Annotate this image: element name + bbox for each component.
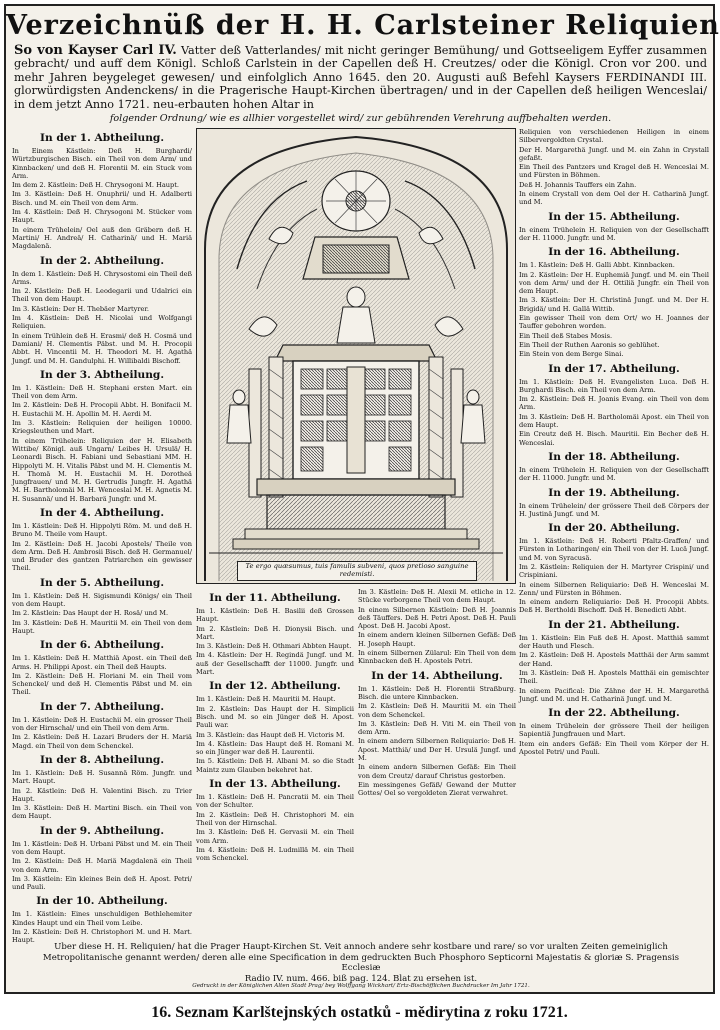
intro-subline: folgender Ordnung/ wie es allhier vorgestellet wird/ zur gebührenden Verehrung auffbehalten werden. [109,113,612,125]
section-heading: In der 7. Abtheilung. [39,700,165,713]
relic-entry: Im 3. Kästlein: Ein kleines Bein deß H. Apost. Petri/ und Pauli. [12,874,192,892]
section-heading: In der 10. Abtheilung. [36,895,168,908]
relic-entry: Ein Stein von dem Berge Sinai. [519,350,624,359]
relic-entry: In einem Trühelein H. Reliquien von der Gesellschafft der H. 11000. Jungfr. und M. [519,465,709,483]
relic-entry: Im 4. Kästlein: Deß H. Chrysogoni M. Stücker vom Haupt. [12,208,192,225]
relic-entry: Im 3. Kästlein: Der H. Christinä Jungf. und M. Der H. Brigidä/ und H. Gallä Wittib. [519,296,709,313]
relic-entry: Im 3. Kästlein: Deß H. Viti M. ein Theil von dem Arm. [358,719,516,737]
figure-caption: 16. Seznam Karlštejnských ostatků - mědirytina z roku 1721. [151,1004,568,1021]
intro-lead: So von Kayser Carl IV. [14,43,177,58]
relic-entry: Im 2. Kästlein: Das Haupt der H. Simplicii Bisch. und M. so ein Jünger deß H. Apost. Pauli war. [196,704,354,730]
relic-entry: Im 1. Kästlein: Deß H. Florentii Straßburg. Bisch. die untere Kinnbacken. [358,684,516,701]
relic-entry: Im 3. Kästlein: Deß H. Onuphrii/ und H. Adalberti Bisch. und M. ein Theil von dem Arm. [12,190,192,207]
section-heading: In der 9. Abtheilung. [39,824,165,837]
relic-entry: Im dem 2. Kästlein: Deß H. Chrysogoni M. Haupt. [12,181,180,190]
relic-entry: Ein Theil des Pantzers und Kragel deß H. Wenceslai M. und Fürsten in Böhmen. [519,163,709,180]
section-heading: In der 2. Abtheilung. [39,254,165,267]
relic-entry: Im 2. Kästlein: Der H. Euphemiä Jungf. und M. ein Theil von dem Arm/ und der H. Ottiliä Jungfr. ein Theil von dem Haupt. [519,270,709,296]
relic-entry: Im 2. Kästlein: Deß H. Mariä Magdalenä ein Theil von dem Arm. [12,857,192,874]
relic-entry: In einem andern kleinen Silbernen Gefäß: Deß H. Joseph Haupt. [358,631,516,648]
relic-entry: Im 1. Kästlein: Deß H. Susannä Röm. Jungfr. und Mart. Haupt. [12,768,192,786]
relic-entry: Im 3. Kästlein: Deß H. Mauritii M. ein Theil von dem Haupt. [12,618,192,635]
relic-entry: Im 2. Kästlein: Reliquien der H. Martyrer Crispini/ und Crispiniani. [519,562,709,580]
section-heading: In der 8. Abtheilung. [39,753,165,766]
relic-entry: Im 1. Kästlein: Deß H. Eustachii M. ein grosser Theil von der Hirnschal/ und ein Theil von dem Arm. [12,715,192,733]
relic-entry: In einem Trühelein/ der grössere Theil deß Cörpers der H. Justinä Jungf. und M. [519,501,709,518]
relic-entry: Im 3. Kästlein: Deß H. Bartholomäi Apost. ein Theil von dem Haupt. [519,412,709,430]
relic-entry: In einem Trühelein der grössere Theil der heiligen Sapientiä Jungfrauen und Mart. [519,722,709,739]
section-heading: In der 12. Abtheilung. [209,680,341,693]
relic-entry: Im 3. Kästlein: Deß H. Othmari Abbten Haupt. [196,642,352,651]
relic-entry: Ein messingenes Gefäß/ Gewand der Mutter Gottes/ Oel so vergoldeten Zierat verwahret. [358,780,516,798]
section-heading: In der 14. Abtheilung. [371,669,503,682]
relic-entry: In einem Pacifical: Die Zähne der H. H. Margarethä Jungf. und M. und H. Catharinä Jungf. und M. [519,686,709,703]
printer-imprint: Gedruckt in der Königlichen Alten Stadt Prag/ bey Wolffgang Wickhart/ Ertz-Bischöfflichen Buchdrucker Im Jahr 1721. [192,983,530,989]
left-column [12,128,192,945]
section-heading: In der 20. Abtheilung. [548,522,680,535]
relic-entry: Im 1. Kästlein: Deß H. Urbani Päbst und M. ein Theil von dem Haupt. [12,839,192,856]
relic-entry: Im 4. Kästlein: Deß H. Nicolai und Wolfgangi Reliquien. [12,314,192,331]
footer-text: Uber diese H. H. Reliquien/ hat die Prager Haupt-Kirchen St. Veit annoch andere sehr kostbare und rare/ so vor uralten Zeiten gemeiniglich Metropolitanische genannt werden/ deren alle eine Specification in dem gedruckten Buch Phosphoro Septicorni Majestatis & gloriæ S. Pragensis Ecclesiæ [42,942,680,973]
relic-entry: Ein gewisser Theil von dem Ort/ wo H. Joannes der Tauffer gebohren worden. [519,314,709,331]
intro-paragraph [14,44,707,128]
relic-entry: Im 2. Kästlein: Deß H. Jacobi Apostels/ Theile von dem Arm. Deß H. Ambrosii Bisch. deß H. Germanuel/ und Bruder des gantzen Patriarchen ein gewisser Theil. [12,539,192,573]
relic-entry: Im 3. Kästlein: Reliquien der heiligen 10000. Kriegsleuthen und Mart. [12,419,192,436]
relic-entry: In einem Silbernen Kästlein: Deß H. Joannis deß Täuffers. Deß H. Petri Apost. Deß H. Pauli Apost. Deß H. Jacobi Apost. [358,605,516,631]
intro-text: Vatter deß Vatterlandes/ mit nicht geringer Bemühung/ und Gottseeligem Eyffer zusammen gebracht/ und auff dem Königl. Schloß Carlstein in der Capellen deß H. Creutzes/ oder die Königl. Cron vor 200. und mehr Jahren beygeleget gewesen/ und einfolglich Anno 1645. den 20. Augusti auß Befehl Kaysers FERDINANDI III. glorwürdigsten Andenckens/ in die Pragerische Haupt-Kirchen übertragen/ und in der Capellen deß heiligen Wenceslai/ in dem jetzt Anno 1721. neu-erbauten hohen Altar in [14,44,708,111]
relic-entry: Im 4. Kästlein: Der H. Regindä Jungf. und M. auß der Gesellschafft der 11000. Jungfr. und Mart. [196,651,354,677]
relic-entry: In einem Silbernen Zülarul: Ein Theil von dem Kinnbacken deß H. Apostels Petri. [358,649,516,666]
relic-entry: Im 1. Kästlein: Ein Fuß deß H. Apost. Matthiä sammt der Hauth und Flesch. [519,633,709,651]
section-heading: In der 18. Abtheilung. [548,450,680,463]
section-heading: In der 19. Abtheilung. [548,486,680,499]
altar-illustration [197,129,515,583]
relic-entry: In einem Trühelein/ Oel auß den Gräbern deß H. Martini/ H. Andreä/ H. Catharinä/ und H. Mariä Magdalenä. [12,225,192,251]
relic-entry: Der H. Margarethä Jungf. und M. ein Zahn in Crystall gefaßt. [519,145,709,162]
relic-entry: Im 2. Kästlein: Deß H. Mauritii M. ein Theil von dem Schenckel. [358,702,516,719]
relic-entry: Im 2. Kästlein: Deß H. Christophori M. und H. Mart. Haupt. [12,928,192,945]
relic-entry: In einem Silbernen Reliquiario: Deß H. Wenceslai M. Zenn/ und Fürsten in Böhmen. [519,580,709,597]
section-heading: In der 16. Abtheilung. [548,246,680,259]
relic-entry: In einem andern Silbernen Gefäß: Ein Theil von dem Creutz/ darauf Christus gestorben. [358,763,516,780]
relic-entry: Im 1. Kästlein: Deß H. Basilii deß Grossen Haupt. [196,607,354,624]
relic-entry: In einem Crystall von dem Oel der H. Catharinä Jungf. und M. [519,190,709,207]
relic-entry: Im 2. Kästlein: Deß H. Joanis Evang. ein Theil von dem Arm. [519,395,709,412]
relic-entry: Im 1. Kästlein: Deß H. Mauritii M. Haupt. [196,695,336,704]
relic-entry: Im 2. Kästlein: Deß H. Valentini Bisch. zu Trier Haupt. [12,786,192,803]
relic-entry: Im 2. Kästlein: Deß H. Christophori M. ein Theil von der Hirnschal. [196,810,354,827]
relic-entry: Im 1. Kästlein: Deß H. Evangelisten Luca. Deß H. Burghardi Bisch. ein Theil von dem Arm. [519,377,709,394]
relic-entry: Im 2. Kästlein: Deß H. Procopii Abbt. H. Bonifacii M. H. Eustachii M. H. Apollin M. H. Aerdi M. [12,401,192,418]
footer-reference: Radio IV. num. 466. biß pag. 124. Blat zu ersehen ist. [244,973,478,984]
relic-entry: Im 1. Kästlein: Deß H. Matthiä Apost. ein Theil deß Arms. H. Philippi Apost. ein Theil deß Haupts. [12,654,192,671]
section-heading: In der 13. Abtheilung. [209,778,341,791]
relic-entry: Ein Creutz deß H. Bisch. Mauritii. Ein Becher deß H. Wenceslai. [519,430,709,447]
relic-entry: Ein Theil der Ruthen Aaronis so geblühet. [519,340,660,349]
relic-entry: Im 2. Kästlein: Deß H. Leodegarii und Udalrici ein Theil von dem Haupt. [12,287,192,304]
relic-entry: In einem andern Silbernen Reliquiario: Deß H. Apost. Matthiä/ und Der H. Ursulä Jungf. und M. [358,737,516,763]
section-heading: In der 15. Abtheilung. [548,210,680,223]
relic-entry: Im 3. Kästlein: Der H. Thebäer Martyrer. [12,304,149,313]
footer-note [26,942,696,984]
engraving-inscription: Te ergo quæsumus, tuis famulis subveni, quos pretioso sanguine redemisti. [237,561,477,581]
relic-entry: In Einem Kästlein: Deß H. Burghardi/ Würtzburgischen Bisch. ein Theil von dem Arm/ und Kinnbacken/ und deß H. Florentii M. ein Stuck vom Arm. [12,147,192,180]
relic-entry: Im 2. Kästlein: Das Haupt der H. Rosä/ und M. [12,609,169,618]
section-heading: In der 1. Abtheilung. [39,132,165,144]
section-heading: In der 11. Abtheilung. [209,592,341,604]
relic-entry: In einem Trühelein H. Reliquien von der Gesellschafft der H. 11000. Jungfr. und M. [519,225,709,242]
relic-entry: Deß H. Johannis Tauffers ein Zahn. [519,180,637,189]
document-title: Verzeichnüß der H. H. Carlsteiner Reliquien [6,10,720,41]
section-heading: In der 6. Abtheilung. [39,639,165,652]
section-heading: In der 5. Abtheilung. [39,576,165,589]
relic-entry: Im 5. Kästlein: Deß H. Albani M. so die Stadt Maintz zum Glauben bekehret hat. [196,757,354,774]
bottom-middle-column [196,588,354,940]
relic-entry: Im 4. Kästlein: Das Haupt deß H. Romani M. so ein Jünger war deß H. Laurentii. [196,739,354,757]
relic-entry: Im 1. Kästlein: Eines unschuldigen Bethlehemiter Kindes Haupt und ein Theil vom Leibe. [12,910,192,927]
relic-entry: Im 3. Kästlein: Deß H. Alexii M. etliche in 12. Stücke verborgene Theil von dem Haupt. [358,588,516,605]
relic-entry: Ein Theil deß Stabes Mosis. [519,331,613,340]
relic-entry: Im 3. Kästlein: das Haupt deß H. Victoris M. [196,730,345,739]
right-column [519,128,709,940]
relic-entry: Im 1. Kästlein: Deß H. Pancratii M. ein Theil von der Schulter. [196,793,354,810]
relic-entry: In einem andern Reliquiario: Deß H. Procopii Abbts. Deß H. Bertholdi Bischoff. Deß H. Benedicti Abbt. [519,598,709,615]
section-heading: In der 3. Abtheilung. [39,368,165,381]
relic-entry: Im 1. Kästlein: Deß H. Galli Abbt. Kinnbacken. [519,261,675,270]
relic-entry: Im 1. Kästlein: Deß H. Sigismundi Königs/ ein Theil von dem Haupt. [12,591,192,609]
relic-entry: Item ein anders Gefäß: Ein Theil vom Körper der H. Apostel Petri/ und Pauli. [519,739,709,757]
relic-entry: Im 1. Kästlein: Deß H. Hippolyti Röm. M. und deß H. Bruno M. Theile vom Haupt. [12,521,192,539]
relic-entry: Im 4. Kästlein: Deß H. Ludmillä M. ein Theil vom Schenckel. [196,845,354,863]
relic-entry: Im 1. Kästlein: Deß H. Roberti Pfaltz-Graffen/ und Fürsten in Lotharingen/ ein Theil von der H. Lucä Jungf. und M. von Syracusä. [519,537,709,562]
section-heading: In der 17. Abtheilung. [548,362,680,375]
relic-entry: Im 3. Kästlein: Deß H. Apostels Matthäi ein gemischter Theil. [519,668,709,686]
altar-engraving [196,128,516,584]
relic-entry: Im 3. Kästlein: Deß H. Gervasii M. ein Theil vom Arm. [196,828,354,845]
relic-entry: Im 2. Kästlein: Deß H. Apostels Matthäi der Arm sammt der Hand. [519,651,709,668]
relic-entry: In einem Trühlein deß H. Erasmi/ deß H. Cosmä und Damiani/ H. Clementis Päbst. und M. H. Procopii Abbt. H. Vincentii M. H. Theodori M. H. Agathä Jungf. und M. H. Gandulphi. H. Willibaldi Bischoff. [12,331,192,365]
relic-entry: Im 2. Kästlein: Deß H. Lazari Bruders der H. Mariä Magd. ein Theil von dem Schenckel. [12,733,192,750]
relic-entry: In einem Trühelein: Reliquien der H. Elisabeth Wittibe/ Königl. auß Ungarn/ Leibes H. Ursulä/ H. Leonardi Bisch. H. Fabiani und Sebastiani MM. H. Hippolyti M. H. Vitalis Päbst und M. H. Clementis M. H. Thomä M. H. Eustachii M. H. Dorotheä Jungfrauen/ und M. H. Gertrudis Jungfr. H. Agathä M. H. Bartholomäi M. H. Wenceslai M. H. Agnetis M. H. Susannä/ und H. Barbarä Jungfr. und M. [12,436,192,503]
relic-entry: Reliquien von verschiedenen Heiligen in einem Silbervergoldten Crystal. [519,128,709,145]
relic-entry: In dem 1. Kästlein: Deß H. Chrysostomi ein Theil deß Arms. [12,269,192,286]
relic-entry: Im 2. Kästlein: Deß H. Dionysii Bisch. und Mart. [196,624,354,641]
relic-entry: Im 2. Kästlein: Deß H. Floriani M. ein Theil vom Schenckel/ und deß H. Clementis Päbst und M. ein Theil. [12,671,192,697]
broadsheet [4,4,720,994]
relic-entry: Im 1. Kästlein: Deß H. Stephani ersten Mart. ein Theil von dem Arm. [12,383,192,401]
section-heading: In der 22. Abtheilung. [548,707,680,720]
section-heading: In der 4. Abtheilung. [39,506,165,519]
bottom-right-column [358,588,516,940]
relic-entry: Im 3. Kästlein: Deß H. Martini Bisch. ein Theil von dem Haupt. [12,804,192,821]
section-heading: In der 21. Abtheilung. [548,618,680,631]
